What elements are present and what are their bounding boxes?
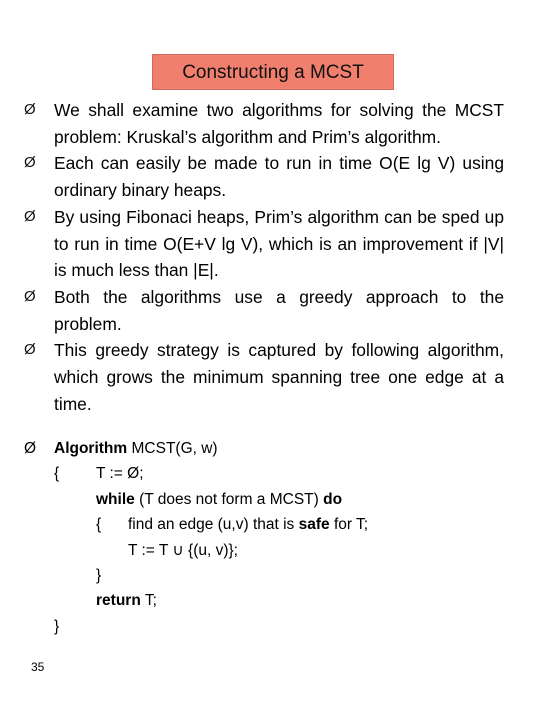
return-value: T; (140, 592, 157, 610)
update-statement: T := T ∪ {(u, v)}; (128, 541, 238, 559)
algorithm-signature: MCST(G, w) (127, 440, 218, 457)
while-condition: (T does not form a MCST) (134, 490, 324, 508)
arrow-bullet-icon: Ø (24, 207, 36, 225)
bullet-text: We shall examine two algorithms for solving the MCST problem: Kruskal’s algorithm and Prim’s algorithm. (54, 100, 504, 147)
arrow-bullet-icon: Ø (24, 341, 36, 359)
algorithm-line-update (24, 538, 504, 563)
algorithm-header-line (24, 436, 504, 461)
outer-close-brace: } (54, 617, 60, 635)
arrow-bullet-icon: Ø (24, 440, 37, 457)
bullet-text: Both the algorithms use a greedy approach to the problem. (54, 286, 504, 334)
bullet-text: This greedy strategy is captured by following algorithm, which grows the minimum spanning tree one edge at a time. (54, 340, 504, 414)
algorithm-line-find (24, 512, 504, 537)
arrow-bullet-icon: Ø (24, 101, 36, 118)
init-statement: T := Ø; (96, 465, 144, 483)
bullet-item (24, 97, 504, 150)
algorithm-block (24, 436, 504, 639)
arrow-bullet-icon: Ø (24, 287, 36, 305)
safe-keyword: safe (298, 516, 330, 534)
algorithm-keyword: Algorithm (54, 440, 128, 457)
inner-open-brace: { (96, 516, 102, 534)
find-text-end: for T; (329, 516, 369, 534)
return-keyword: return (96, 592, 141, 610)
do-keyword: do (323, 490, 343, 508)
bullet-item (24, 284, 504, 337)
bullet-text: Each can easily be made to run in time O(E lg V) using ordinary binary heaps. (54, 153, 504, 201)
bullet-item (24, 204, 504, 284)
outer-open-brace: { (54, 465, 60, 483)
algorithm-line-return (24, 588, 504, 613)
algorithm-line-close-inner (24, 563, 504, 588)
bullet-item (24, 150, 504, 203)
arrow-bullet-icon: Ø (24, 154, 36, 172)
algorithm-line-init (24, 461, 504, 486)
algorithm-line-while (24, 487, 504, 512)
page-number: 35 (31, 660, 45, 674)
inner-close-brace: } (96, 566, 102, 584)
algorithm-line-close-outer (24, 614, 504, 639)
find-text: find an edge (u,v) that is (128, 516, 299, 534)
bullet-list (24, 97, 504, 417)
while-keyword: while (96, 490, 135, 508)
slide-title: Constructing a MCST (152, 54, 394, 90)
bullet-item (24, 337, 504, 417)
bullet-text: By using Fibonaci heaps, Prim’s algorithm can be sped up to run in time O(E+V lg V), which is an improvement if |V| is much less than |E|. (54, 206, 504, 281)
